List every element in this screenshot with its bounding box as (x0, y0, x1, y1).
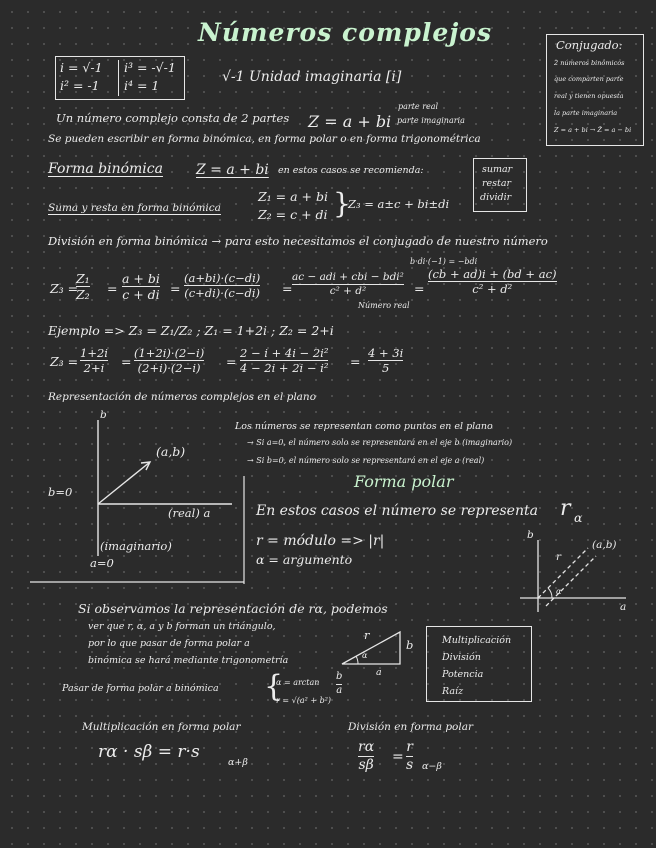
triangle-r: r (364, 628, 370, 642)
op-subtract: restar (482, 178, 512, 189)
div-polar-frac-1 (358, 740, 374, 772)
brace: } (333, 187, 351, 220)
ex-frac-2-num: (1+2i)·(2−i) (134, 346, 205, 360)
eq-sign: = (170, 281, 181, 296)
imaginary-unit-text: √-1 Unidad imaginaria [i] (222, 69, 402, 85)
imaginary-part-label: parte imaginaria (397, 116, 465, 125)
ex-frac-2-den: (2+i)·(2−i) (137, 361, 201, 376)
div-polar-den: sβ (358, 756, 374, 773)
conversion-fraction (336, 672, 342, 696)
conversion-label: Pasar de forma polar a binómica (62, 683, 219, 694)
polar-modulus: r = módulo => |r| (256, 533, 385, 549)
div-polar-num: rα (358, 739, 375, 755)
mult-sub: α+β (228, 757, 248, 768)
div-frac-3-num: (a+bi)·(c−di) (184, 271, 261, 285)
eq-sign: = (282, 281, 293, 296)
plane-a0: a=0 (90, 556, 114, 570)
op-divide: dividir (480, 192, 512, 203)
z2-formula: Z₂ = c + di (258, 207, 328, 222)
div-frac-4-den: c² + d² (329, 285, 367, 298)
mult-heading: Multiplicación en forma polar (82, 721, 241, 733)
polar-r-label: r (556, 551, 562, 563)
conversion-brace: { (264, 669, 284, 704)
polar-alpha-label: α (556, 587, 562, 596)
plane-imag-axis: (imaginario) (100, 539, 172, 553)
div-polar-frac-2 (406, 740, 413, 772)
ex-frac-3-num: 2 − i + 4i − 2i² (240, 346, 329, 360)
polar-heading: Forma polar (354, 472, 454, 491)
conjugate-line-2: que comparten parte (554, 75, 624, 83)
observation-2: ver que r, α, a y b forman un triángulo, (88, 621, 276, 632)
eq-sign: = (350, 354, 361, 369)
eq-sign: = (414, 281, 425, 296)
eq-sign: = (121, 354, 132, 369)
plane-axis-b: b (100, 409, 107, 421)
ex-frac-3-den: 4 − 2i + 2i − i² (240, 361, 329, 376)
conversion-alpha: α = arctan (276, 678, 320, 687)
ex-frac-1-num: 1+2i (80, 346, 108, 360)
div-polar-r-den: s (406, 756, 414, 773)
intro-formula: Z = a + bi (308, 112, 392, 131)
polar-op-div: División (442, 652, 481, 663)
intro-line-1: Un número complejo consta de 2 partes (56, 111, 290, 125)
plane-desc-3: → Si b=0, el número solo se representará en el eje a (real) (247, 456, 485, 465)
conjugate-line-3: real y tienen opuesta (554, 92, 624, 100)
polar-notation: r (560, 496, 571, 521)
real-part-label: parte real (398, 102, 439, 111)
plane-desc-1: Los números se representan como puntos en el plano (235, 421, 493, 432)
plane-real-axis: (real) a (168, 506, 211, 520)
division-lhs: Z₃ = (50, 281, 79, 296)
div-frac-1-den: Z₂ (76, 287, 90, 303)
polar-line-1: En estos casos el número se representa (256, 503, 538, 519)
div-frac-4-num: ac − adi + cbi − bdi² (292, 271, 404, 283)
polar-op-mult: Multiplicación (442, 635, 512, 646)
op-sum: sumar (482, 164, 513, 175)
polar-op-root: Raíz (442, 686, 464, 697)
conversion-r: r = √(a² + b²) (276, 696, 332, 705)
triangle-a: a (376, 667, 382, 678)
div-frac-2-den: c + di (122, 287, 160, 303)
polar-axis-a: a (620, 601, 627, 613)
polar-argument: α = argumento (256, 552, 353, 567)
observation-3: por lo que pasar de forma polar a (88, 638, 250, 649)
conjugate-line-5: Z = a + bi → Z̄ = a − bi (554, 126, 632, 134)
eq-sign: = (107, 281, 118, 296)
triangle-alpha: α (362, 651, 368, 660)
plane-b0: b=0 (48, 485, 73, 499)
page-title: Números complejos (198, 18, 493, 47)
binomial-formula: Z = a + bi (196, 162, 269, 178)
polar-op-pow: Potencia (442, 669, 484, 680)
eq-sign: = (226, 354, 237, 369)
binomial-heading: Forma binómica (48, 161, 163, 177)
div-polar-eq: = (392, 749, 404, 765)
i-cubed: i³ = -√-1 (124, 60, 176, 75)
intro-line-2: Se pueden escribir en forma binómica, en forma polar o en forma trigonométrica (48, 133, 481, 145)
real-number-note: Número real (358, 301, 410, 310)
div-polar-r-num: r (406, 739, 413, 755)
ex-frac-4-num: 4 + 3i (368, 346, 404, 360)
sum-label: Suma y resta en forma binómica (48, 202, 221, 214)
conversion-den: a (336, 684, 343, 696)
polar-axis-b: b (527, 529, 534, 541)
div-frac-3-den: (c+di)·(c−di) (184, 286, 261, 301)
division-top-note: b·di·(−1) = −bdi (410, 257, 478, 266)
i-definition: i = √-1 (60, 60, 103, 75)
conversion-num: b (336, 671, 343, 682)
binomial-note: en estos casos se recomienda: (278, 165, 424, 176)
div-polar-sub: α−β (422, 761, 442, 772)
plane-point: (a,b) (156, 444, 186, 459)
conjugate-title: Conjugado: (556, 38, 623, 52)
example-line: Ejemplo => Z₃ = Z₁/Z₂ ; Z₁ = 1+2i ; Z₂ = 2+i (48, 323, 334, 338)
z3-formula: Z₃ = a±c + bi±di (348, 197, 450, 211)
div-frac-5-den: c² + d² (472, 282, 513, 297)
plane-desc-2: → Si a=0, el número solo se representará en el eje b (imaginario) (247, 438, 513, 447)
division-intro: División en forma binómica → para esto necesitamos el conjugado de nuestro número (48, 234, 548, 248)
observation-1: Si observamos la representación de rα, podemos (78, 601, 388, 616)
plane-heading: Representación de números complejos en el plano (48, 391, 317, 403)
polar-point: (a,b) (592, 539, 617, 551)
observation-4: binómica se hará mediante trigonometría (88, 655, 289, 666)
z1-formula: Z₁ = a + bi (258, 189, 328, 204)
conjugate-line-4: la parte imaginaria (554, 109, 618, 117)
i-fourth: i⁴ = 1 (124, 78, 160, 93)
example-lhs: Z₃ = (50, 354, 79, 369)
div-frac-5-num: (cb + ad)i + (bd + ac) (428, 267, 557, 281)
div-frac-2-num: a + bi (122, 271, 160, 286)
polar-notation-sub: α (574, 510, 583, 525)
mult-formula: rα · sβ = r·s (98, 742, 200, 762)
i-squared: i² = -1 (60, 78, 100, 93)
ex-frac-4-den: 5 (381, 361, 390, 376)
ex-frac-1-den: 2+i (83, 361, 105, 376)
div-frac-1-num: Z₁ (76, 271, 90, 286)
conjugate-line-1: 2 números binómicos (554, 59, 625, 67)
triangle-b: b (406, 638, 414, 652)
div-polar-heading: División en forma polar (348, 721, 474, 733)
